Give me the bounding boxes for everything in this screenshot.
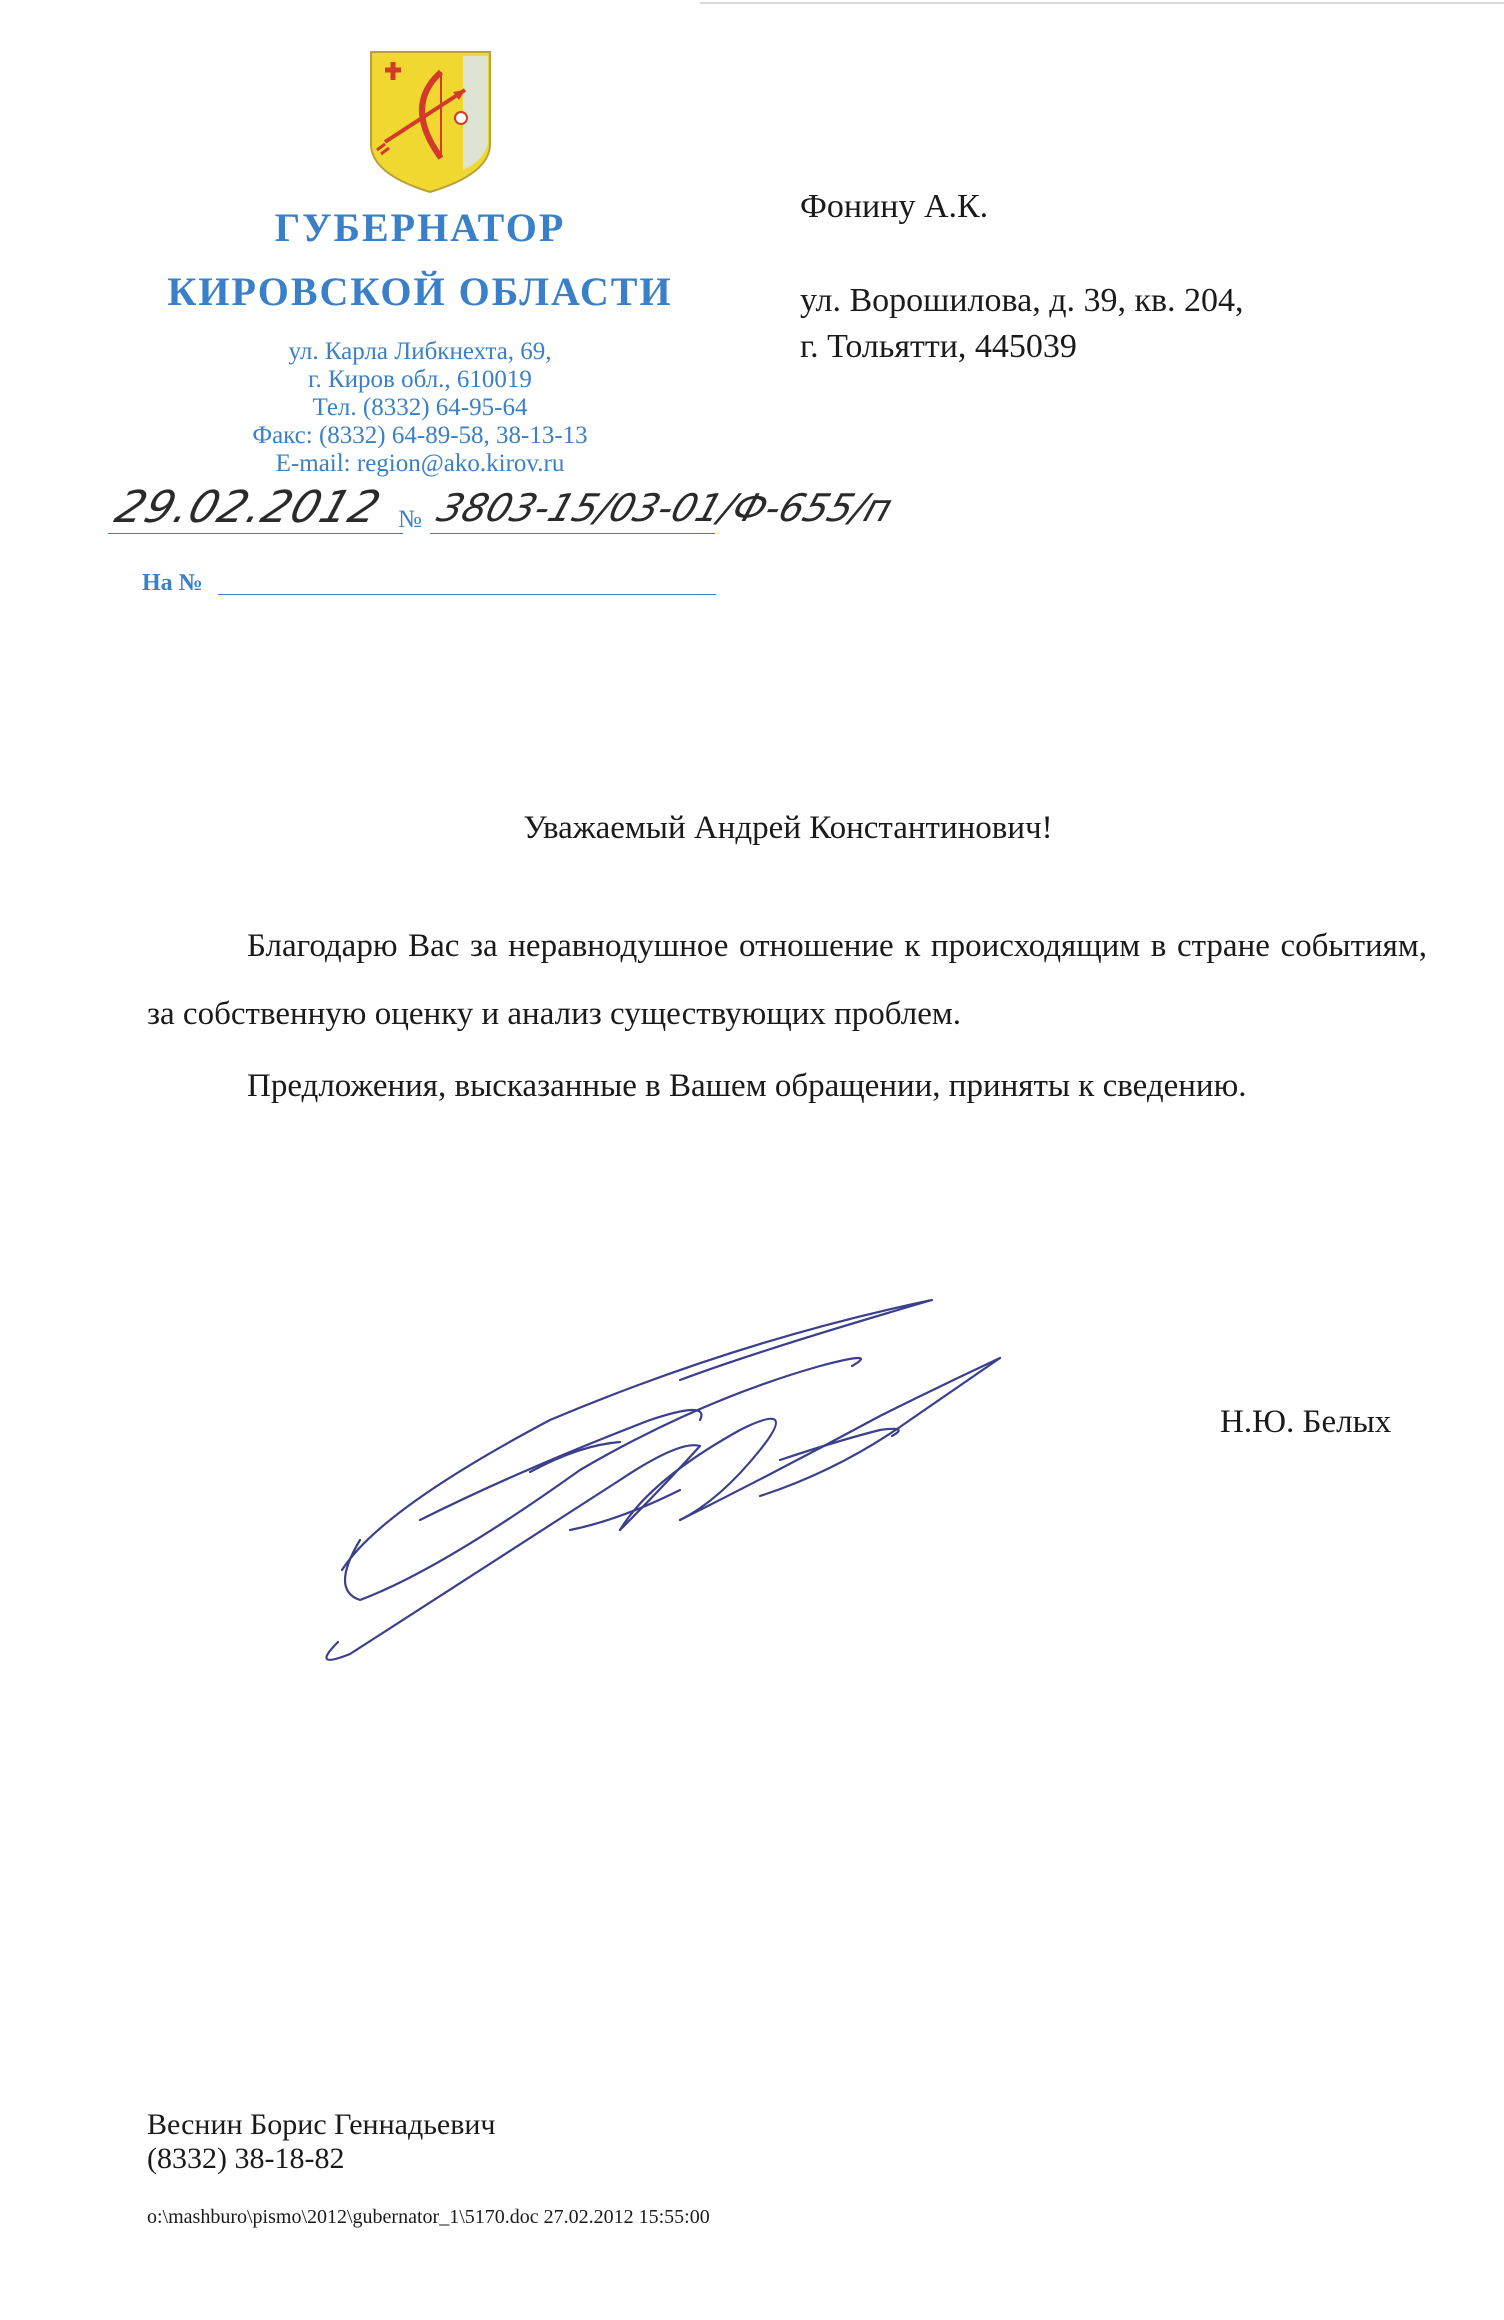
contact-street: ул. Карла Либкнехта, 69,: [288, 338, 552, 365]
paragraph-1-text: Благодарю Вас за неравнодушное отношение к происходящим в стране событиям, за собственную оценку и анализ существующих проблем.: [147, 928, 1427, 1032]
executor-name: Веснин Борис Геннадьевич: [147, 2108, 496, 2141]
paragraph-2: [147, 1052, 1427, 1120]
paragraph-1: [147, 912, 1427, 1048]
executor-info: [147, 2108, 496, 2176]
recipient-address: [800, 278, 1244, 370]
contact-city: г. Киров обл., 610019: [308, 366, 532, 393]
salutation: Уважаемый Андрей Константинович!: [523, 810, 1053, 846]
recipient-address-line-1: ул. Ворошилова, д. 39, кв. 204,: [800, 282, 1244, 319]
number-underline: [430, 533, 715, 534]
letterhead-contacts: [200, 338, 640, 478]
title-line-2: КИРОВСКОЙ ОБЛАСТИ: [167, 269, 673, 314]
signatory-name: Н.Ю. Белых: [1220, 1404, 1392, 1440]
reply-number-underline: [218, 594, 716, 595]
scan-edge-line: [700, 2, 1504, 4]
contact-email: E-mail: region@ako.kirov.ru: [275, 450, 565, 477]
number-label: №: [398, 506, 422, 533]
executor-phone: (8332) 38-18-82: [147, 2142, 345, 2175]
recipient-address-line-2: г. Тольятти, 445039: [800, 328, 1077, 365]
contact-phone: Тел. (8332) 64-95-64: [312, 394, 528, 421]
handwritten-signature: [320, 1270, 1120, 1730]
handwritten-date: 29.02.2012: [109, 482, 388, 533]
contact-fax: Факс: (8332) 64-89-58, 38-13-13: [252, 422, 588, 449]
file-path: o:\mashburo\pismo\2012\gubernator_1\5170.doc 27.02.2012 15:55:00: [147, 2206, 710, 2228]
handwritten-number: 3803-15/03-01/Ф-655/п: [432, 486, 898, 530]
coat-of-arms-icon: [363, 46, 498, 196]
paragraph-2-text: Предложения, высказанные в Вашем обращении, приняты к сведению.: [247, 1068, 1247, 1104]
recipient-name: Фонину А.К.: [800, 188, 989, 225]
reply-number-label: На №: [142, 570, 203, 596]
title-line-1: ГУБЕРНАТОР: [274, 205, 566, 250]
date-underline: [108, 533, 403, 534]
governor-title: [130, 196, 710, 324]
